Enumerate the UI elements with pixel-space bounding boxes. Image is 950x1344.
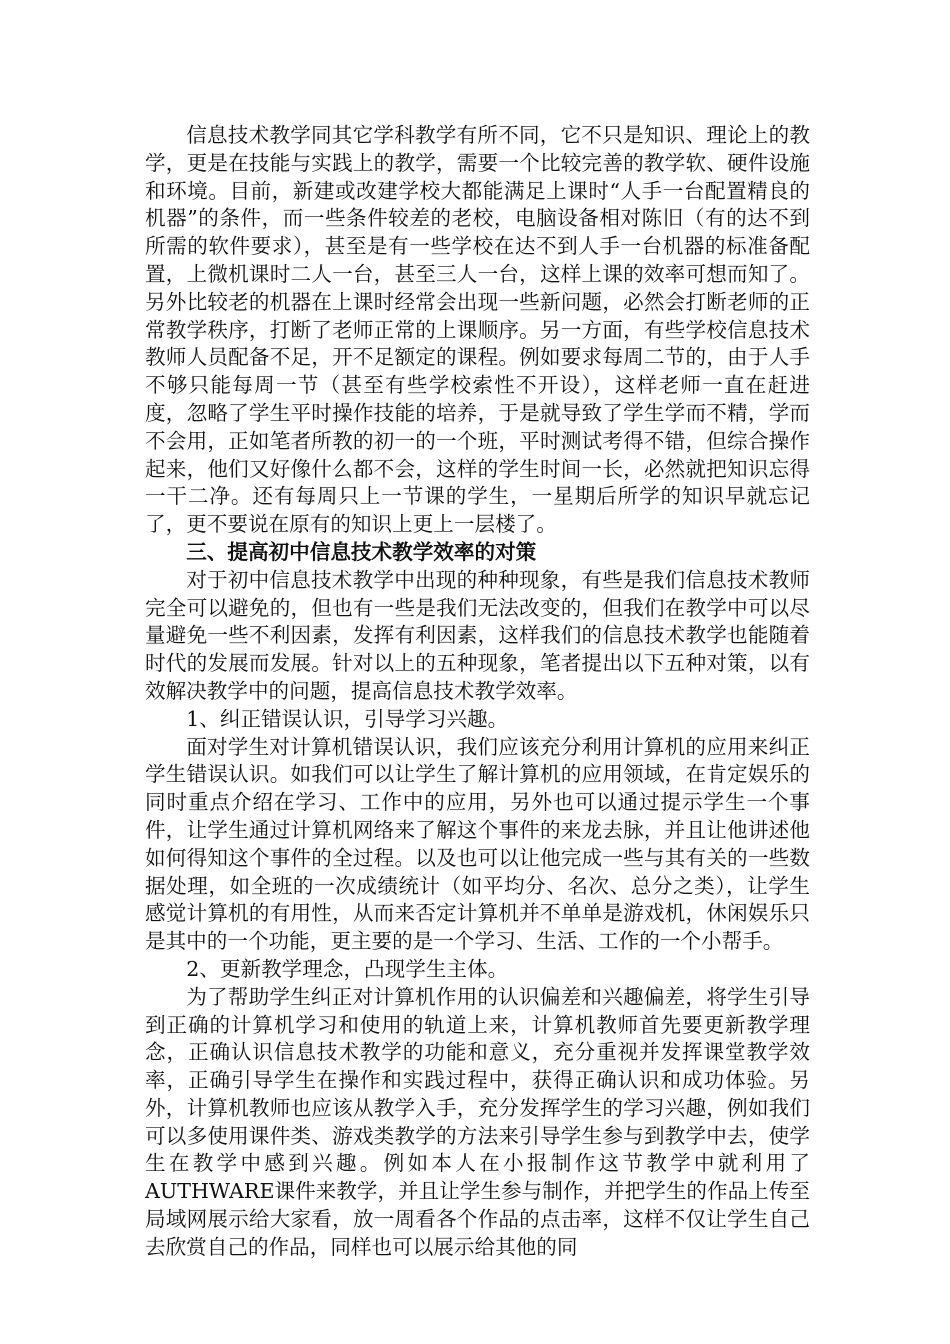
strategy-1-title: 1、纠正错误认识，引导学习兴趣。 xyxy=(186,706,509,731)
paragraph-equipment-issues: 信息技术教学同其它学科教学有所不同，它不只是知识、理论上的教学，更是在技能与实践上的教学，需要一个比较完善的教学软、硬件设施和环境。目前，新建或改建学校大都能满足上课时“人手一台配置精良的机器”的条件，而一些条件较差的老校，电脑设备相对陈旧（有的达不到所需的软件要求），甚至是有一些学校在达不到人手一台机器的标准备配置，上微机课时二人一台，甚至三人一台，这样上课的效率可想而知了。另外比较老的机器在上课时经常会出现一些新问题，必然会打断老师的正常教学秩序，打断了老师正常的上课顺序。另一方面，有些学校信息技术教师人员配备不足，开不足额定的课程。例如要求每周二节的，由于人手不够只能每周一节（甚至有些学校索性不开设），这样老师一直在赶进度，忽略了学生平时操作技能的培养，于是就导致了学生学而不精，学而不会用，正如笔者所教的初一的一个班，平时测试考得不错，但综合操作起来，他们又好像什么都不会，这样的学生时间一长，必然就把知识忘得一干二净。还有每周只上一节课的学生，一星期后所学的知识早就忘记了，更不要说在原有的知识上更上一层楼了。 xyxy=(145,123,810,537)
section-heading-strategies: 三、提高初中信息技术教学效率的对策 xyxy=(186,539,537,564)
paragraph-strategy-2: 为了帮助学生纠正对计算机作用的认识偏差和兴趣偏差，将学生引导到正确的计算机学习和使用的轨道上来，计算机教师首先要更新教学理念，正确认识信息技术教学的功能和意义，充分重视并发挥课堂教学效率，正确引导学生在操作和实践过程中，获得正确认识和成功体验。另外，计算机教师也应该从教学入手，充分发挥学生的学习兴趣，例如我们可以多使用课件类、游戏类教学的方法来引导学生参与到教学中去，使学生在教学中感到兴趣。例如本人在小报制作这节教学中就利用了AUTHWARE课件来教学，并且让学生参与制作，并把学生的作品上传至局域网展示给大家看，放一周看各个作品的点击率，这样不仅让学生自己去欣赏自己的作品，同样也可以展示给其他的同 xyxy=(145,984,810,1259)
paragraph-strategy-1: 面对学生对计算机错误认识，我们应该充分利用计算机的应用来纠正学生错误认识。如我们可以让学生了解计算机的应用领域，在肯定娱乐的同时重点介绍在学习、工作中的应用，另外也可以通过提示学生一个事件，让学生通过计算机网络来了解这个事件的来龙去脉，并且让他讲述他如何得知这个事件的全过程。以及也可以让他完成一些与其有关的一些数据处理，如全班的一次成绩统计（如平均分、名次、总分之类），让学生感觉计算机的有用性，从而来否定计算机并不单单是游戏机，休闲娱乐只是其中的一个功能，更主要的是一个学习、生活、工作的一个小帮手。 xyxy=(145,734,810,954)
strategy-2-title: 2、更新教学理念，凸现学生主体。 xyxy=(186,956,509,981)
document-page xyxy=(145,122,810,1262)
paragraph-strategies-intro: 对于初中信息技术教学中出现的种种现象，有些是我们信息技术教师完全可以避免的，但也有一些是我们无法改变的，但我们在教学中可以尽量避免一些不利因素，发挥有利因素，这样我们的信息技术教学也能随着时代的发展而发展。针对以上的五种现象，笔者提出以下五种对策，以有效解决教学中的问题，提高信息技术教学效率。 xyxy=(145,567,810,703)
